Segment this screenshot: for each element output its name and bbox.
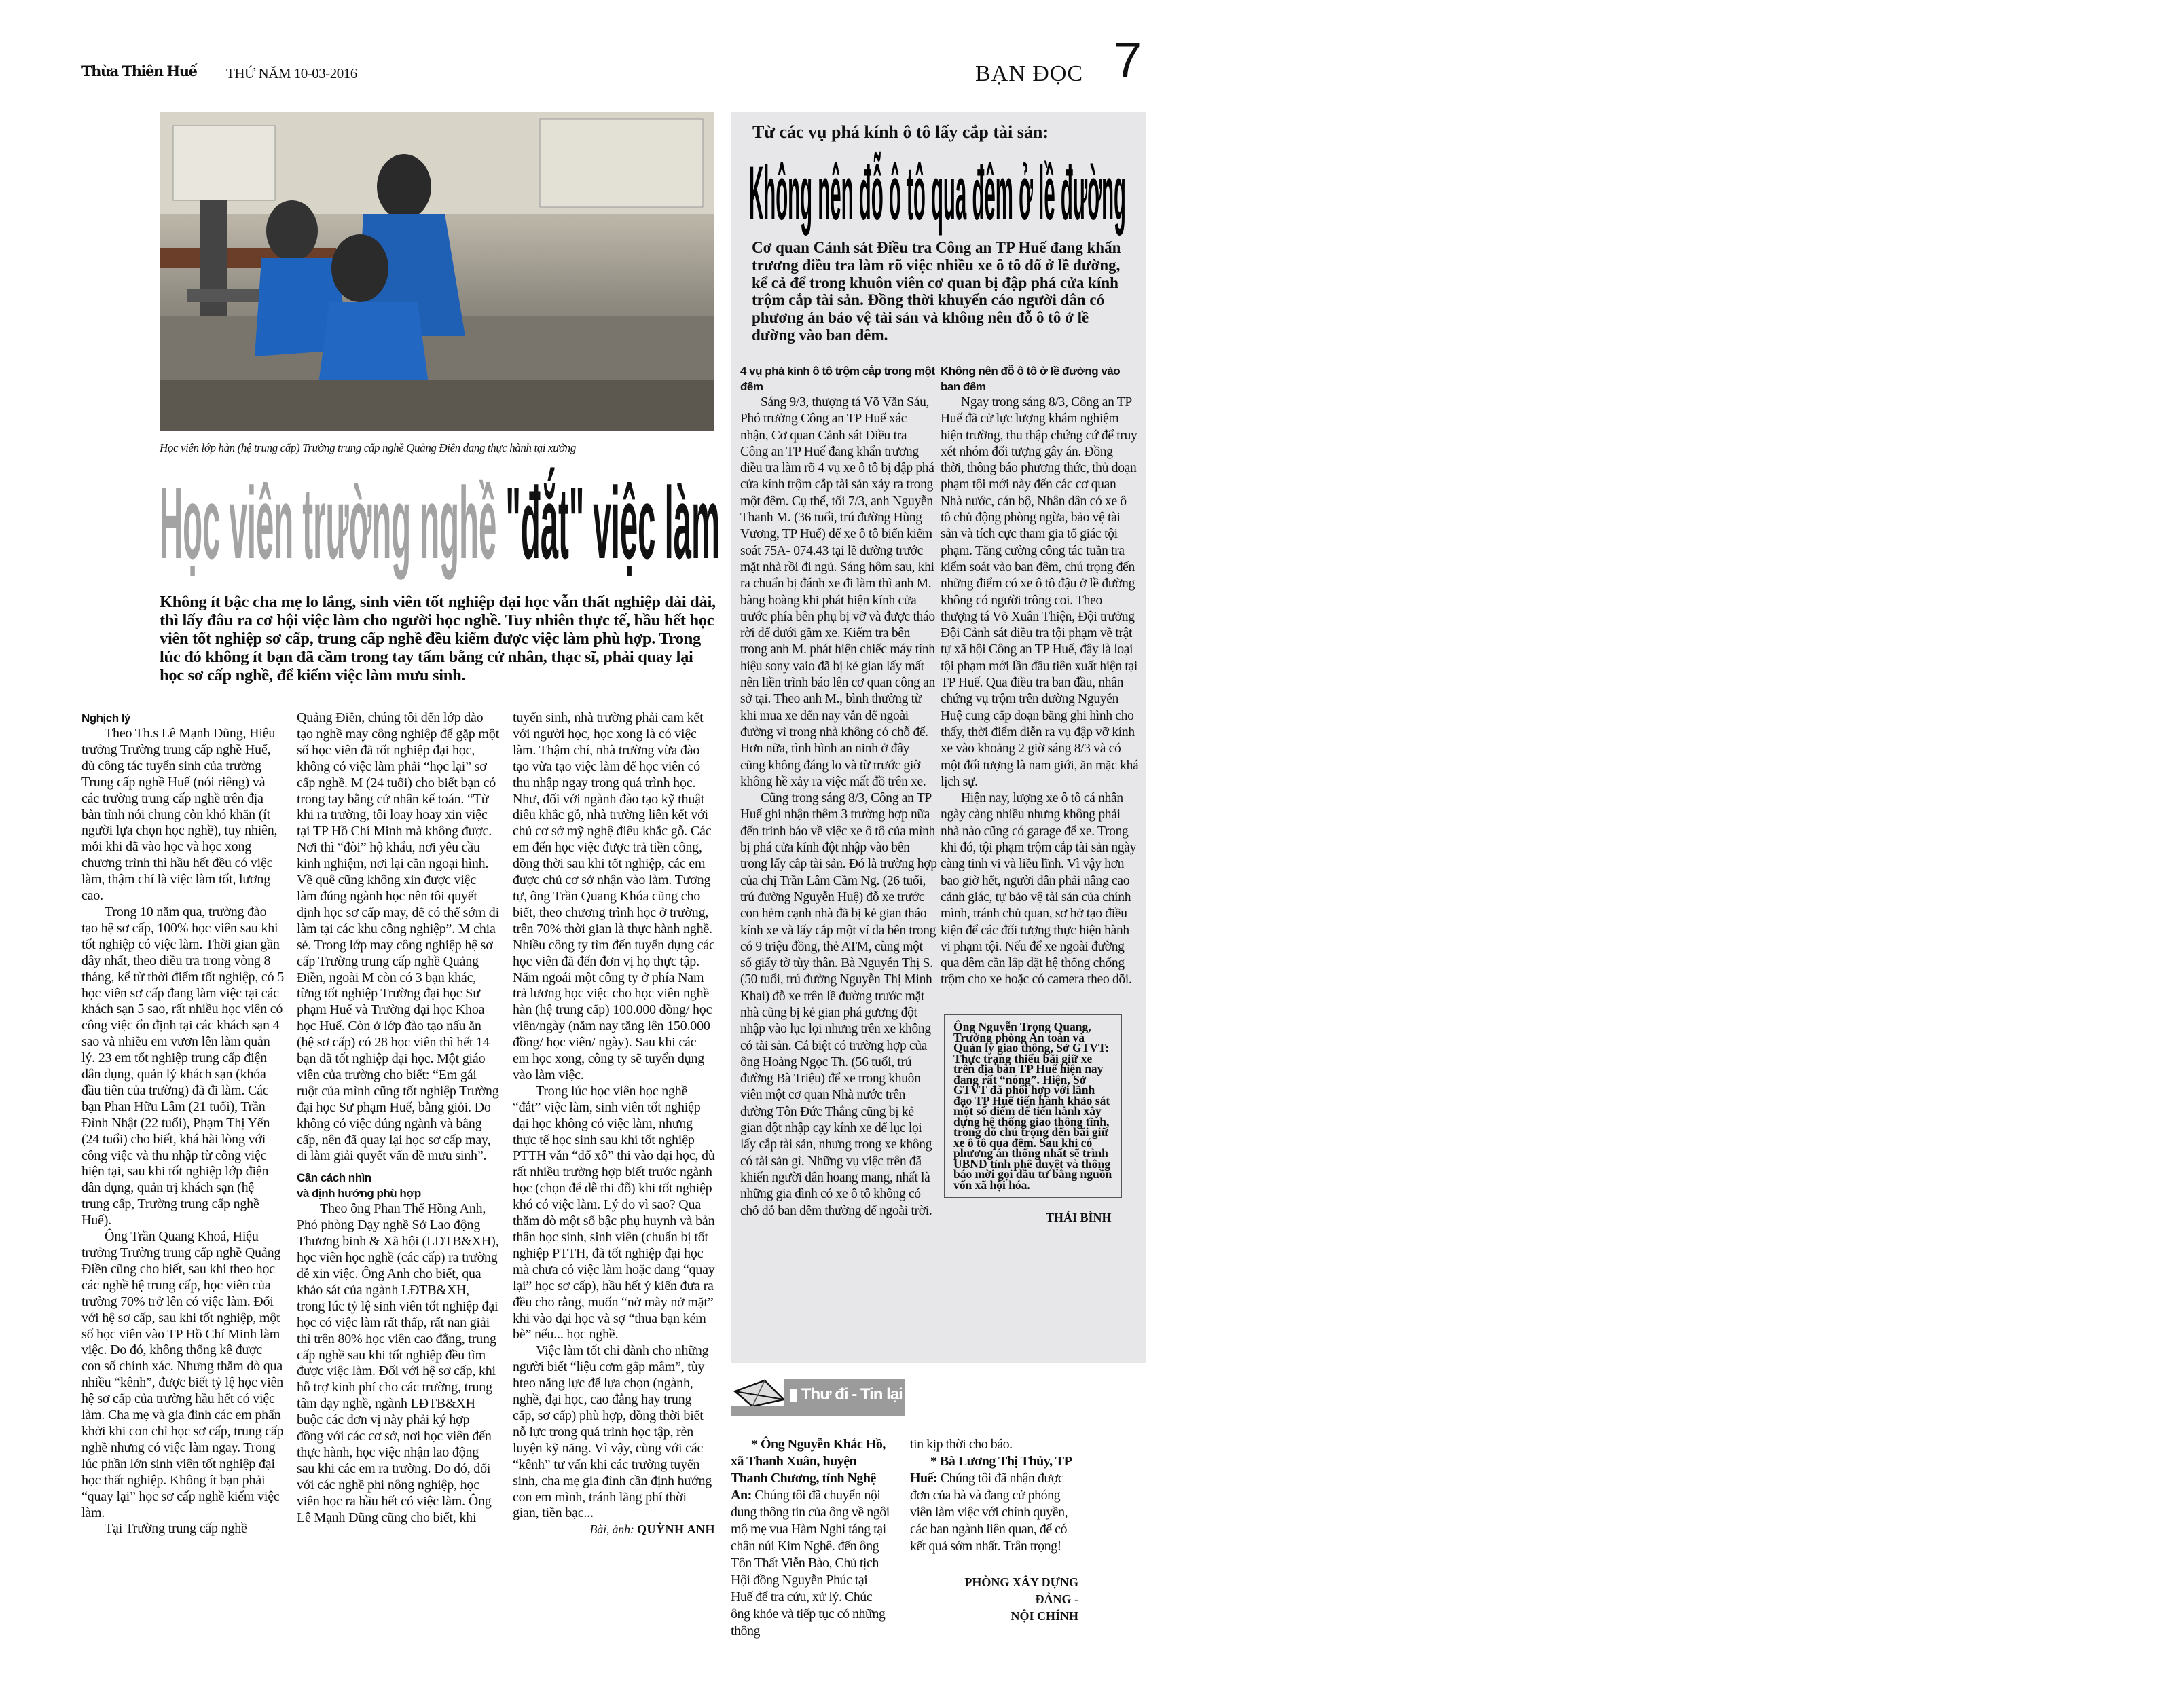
- signature-line: NỘI CHÍNH: [1011, 1609, 1078, 1623]
- section-title: BẠN ĐỌC: [975, 61, 1084, 86]
- side-signature: THÁI BÌNH: [1046, 1211, 1112, 1224]
- welding-students-image: [160, 112, 714, 431]
- letters-banner: [731, 1379, 905, 1416]
- banner-title-text: Thư đi - Tin lại: [801, 1385, 903, 1404]
- main-headline: [160, 466, 721, 580]
- paragraph: Tại Trường trung cấp nghề: [105, 1521, 247, 1537]
- letter-recipient: * Bà Lương Thị Thủy, TP Huế:: [910, 1454, 1072, 1486]
- paragraph: Việc làm tốt chỉ dành cho những người biết “liệu cơm gắp mắm”, tùy hteo năng lực để lựa chọn (ngành, nghề, đại học, cao đẳng hay trung cấp, sơ cấp) phù hợp, đồng thời biết nỗ lực trong quá trình học tập, rèn luyện kỹ năng. Vì vậy, cùng với các “kênh” tư vấn khi các trường tuyển sinh, cha mẹ gia đình cần định hướng con em mình, tránh lãng phí thời gian, tiền bạc...: [513, 1343, 712, 1521]
- paragraph: Ông Trần Quang Khoá, Hiệu trưởng Trường trung cấp nghề Quảng Điền cũng cho biết, sau khi theo học các nghề hệ trung cấp, học viên của trường 70% trở lên có việc làm. Đối với hệ sơ cấp, sau khi tốt nghiệp, một số học viên vào TP Hồ Chí Minh làm việc. Do đó, không thống kê được con số chính xác. Nhưng thăm dò qua nhiều “kênh”, được biết tỷ lệ học viên hệ sơ cấp của trường hầu hết có việc làm. Cha mẹ và gia đình các em phấn khởi khi con chỉ học sơ cấp, trung cấp nghề nhưng có việc làm ngay. Trong lúc phần lớn sinh viên tốt nghiệp đại học thất nghiệp. Không ít bạn phải “quay lại” học sơ cấp nghề kiếm việc làm.: [81, 1229, 284, 1520]
- paragraph: Trong lúc học viên học nghề “đắt” việc làm, sinh viên tốt nghiệp đại học không có việc làm, nhưng thực tế học sinh sau khi tốt nghiệp PTTH vẫn “đổ xô” thi vào đại học, dù rất nhiều trường hợp biết trước ngành học (chọn để dễ thi đỗ) khi tốt nghiệp khó có việc làm. Lý do vì sao? Qua thăm dò một số bậc phụ huynh và bản thân học sinh, sinh viên (chuẩn bị tốt nghiệp PTTH, đã tốt nghiệp đại học mà chưa có việc làm hoặc đang “quay lại” học sơ cấp), hầu hết ý kiến đưa ra đều cho rằng, muốn “nở mày nở mặt” khi vào đại học và sợ “thua bạn kém bè” nếu... học nghề.: [513, 1083, 715, 1342]
- photo-caption: Học viên lớp hàn (hệ trung cấp) Trường trung cấp nghề Quảng Điền đang thực hành tại xưởng: [160, 441, 576, 454]
- letters-column-1: [731, 1436, 891, 1639]
- signature-line: PHÒNG XÂY DỰNG ĐẢNG -: [964, 1575, 1078, 1606]
- subhead-line: Cần cách nhìn: [297, 1171, 371, 1185]
- letter-recipient: * Ông Nguyễn Khắc Hồ, xã Thanh Xuân, huyện Thanh Chương, tỉnh Nghệ An:: [731, 1437, 886, 1503]
- side-lead: Cơ quan Cảnh sát Điều tra Công an TP Huế đang khẩn trương điều tra làm rõ việc nhiều xe ô tô đổ ở lề đường, kể cả để trong khuôn viên cơ quan bị đập phá cửa kính trộm cắp tài sản. Đồng thời khuyến cáo người dân có phương án bảo vệ tài sản và không nên đỗ ô tô ở lề đường vào ban đêm.: [752, 239, 1121, 344]
- subhead-can-cach-nhin: [297, 1170, 499, 1201]
- page-number: 7: [1114, 32, 1142, 88]
- headline-part-black: "đắt" việc làm: [505, 466, 721, 580]
- letter-text: Chúng tôi đã nhận được đơn của bà và đang cử phóng viên làm việc với chính quyền, các ban ngành liên quan, để có kết quả sớm nhất. Trân trọng!: [910, 1471, 1068, 1554]
- paragraph: Cũng trong sáng 8/3, Công an TP Huế ghi nhận thêm 3 trường hợp nữa đến trình báo về việc xe ô tô của mình bị phá cửa kính đột nhập vào bên trong lấy cắp tài sản. Đó là trường hợp của chị Trần Lâm Cầm Ng. (26 tuổi, trú đường Nguyễn Huệ) đỗ xe trước con hẻm cạnh nhà đã bị kẻ gian tháo kính xe và lấy cắp một ví da bên trong có 9 triệu đồng, thẻ ATM, cùng một số giấy tờ tùy thân. Bà Nguyễn Thị S. (50 tuổi, trú đường Nguyễn Thị Minh Khai) đỗ xe trên lề đường trước mặt nhà cũng bị kẻ gian phá gương đột nhập vào lục lọi nhưng trên xe không có tài sản. Cá biệt có trường hợp của ông Hoàng Ngọc Th. (56 tuổi, trú đường Bà Triệu) để xe trong khuôn viên một cơ quan Nhà nước trên đường Tôn Đức Thắng cũng bị kẻ gian đột nhập cạy kính xe để lục lọi lấy cắp tài sản, nhưng trong xe không có tài sản gì. Những vụ việc trên đã khiến người dân hoang mang, nhất là những gia đình có xe ô tô không có chỗ đỗ ban đêm thường để ngoài trời.: [740, 791, 937, 1218]
- side-headline-text: Không nên đỗ ô tô qua đêm ở lề đường: [749, 151, 1127, 236]
- paragraph: tuyển sinh, nhà trường phải cam kết với người học, học xong là có việc làm. Thậm chí, nhà trường vừa đào tạo vừa tạo việc làm để học viên có thu nhập ngay trong quá trình học. Như, đối với ngành đào tạo kỹ thuật điêu khắc gỗ, nhà trường liên kết với chủ cơ sở mỹ nghệ điêu khắc gỗ. Các em đến học việc được trả tiền công, đồng thời sau khi tốt nghiệp, các em được chủ cơ sở nhận vào làm. Tương tự, ông Trần Quang Khóa cũng cho biết, theo chương trình học ở trường, trên 70% thời gian là thực hành nghề. Nhiều công ty tìm đến tuyển dụng các học viên đã đến đơn vị họ thực tập. Năm ngoái một công ty ở phía Nam trả lương học việc cho học viên nghề hàn (hệ trung cấp) 100.000 đồng/ học viên/ngày (năm nay tăng lên 150.000 đồng/ học viên/ ngày). Sau khi các em học xong, công ty sẽ tuyển dụng vào làm việc.: [513, 710, 715, 1082]
- side-kicker: Từ các vụ phá kính ô tô lấy cắp tài sản:: [752, 122, 1049, 142]
- paragraph: Theo Th.s Lê Mạnh Dũng, Hiệu trưởng Trường trung cấp nghề Huế, dù công tác tuyển sinh của trường Trung cấp nghề Huế (nói riêng) và các trường trung cấp nghề trên địa bàn tỉnh nói chung còn khó khăn (ít người lựa chọn học nghề), tuy nhiên, mỗi khi đã vào học và học xong chương trình thì hầu hết đều có việc làm, thậm chí là việc làm tốt, lương cao.: [81, 726, 278, 904]
- paragraph: Trong 10 năm qua, trường đào tạo hệ sơ cấp, 100% học viên sau khi tốt nghiệp có việc làm. Thời gian gần đây nhất, theo điều tra trong vòng 8 tháng, kể từ thời điểm tốt nghiệp, có 5 học viên sơ cấp đang làm việc tại các khách sạn 5 sao, rất nhiều học viên có công việc ổn định tại các khách sạn 4 sao và nhiều em vươn lên làm quản lý. 23 em tốt nghiệp trung cấp điện dân dụng, quản lý khách sạn (khóa đầu tiên của trường) đã đi làm. Các bạn Phan Hữu Lâm (21 tuổi), Trần Đình Nhật (22 tuổi), Phạm Thị Yến (24 tuổi) cho biết, khá hài lòng với công việc và thu nhập từ công việc hiện tại, sau khi tốt nghiệp lớp điện dân dụng, quản trị khách sạn (hệ trung cấp, Trường trung cấp nghề Huế).: [81, 904, 285, 1228]
- letter-continued: tin kịp thời cho báo.: [910, 1437, 1013, 1452]
- byline-author: QUỲNH ANH: [636, 1522, 715, 1537]
- main-column-3: [513, 710, 715, 1620]
- main-column-1: [81, 710, 284, 1613]
- headline-part-grey: Học viên trường nghề: [160, 466, 497, 580]
- envelope-icon: [732, 1379, 786, 1408]
- banner-strip: [731, 1406, 905, 1416]
- expert-quote-box: Ông Nguyễn Trọng Quang, Trưởng phòng An toàn và Quản lý giao thông, Sở GTVT: Thực trạng thiếu bãi giữ xe trên địa bàn TP Huế hiện nay đang rất “nóng”. Hiện, Sở GTVT đã phối hợp với lãnh đạo TP Huế tiến hành khảo sát một số điểm để tiến hành xây dựng hệ thống giao thông tĩnh, trong đó chú trọng đến bãi giữ xe ô tô qua đêm. Sau khi có phương án thống nhất sẽ trình UBND tỉnh phê duyệt và thông báo mời gọi đầu tư bằng nguồn vốn xã hội hóa.: [944, 1014, 1122, 1198]
- side-column-2: [941, 363, 1139, 1008]
- byline-label: Bài, ảnh:: [589, 1522, 634, 1537]
- paragraph: Ngay trong sáng 8/3, Công an TP Huế đã cử lực lượng khám nghiệm hiện trường, thu thập chứng cứ để truy xét nhóm đối tượng gây án. Đồng thời, thông báo phương thức, thủ đoạn phạm tội mới này đến các cơ quan Nhà nước, cán bộ, Nhân dân có xe ô tô chủ động phòng ngừa, bảo vệ tài sản và tích cực tham gia tố giác tội phạm. Tăng cường công tác tuần tra kiểm soát vào ban đêm, chú trọng đến những điểm có xe ô tô đậu ở lề đường không có người trông coi. Theo thượng tá Võ Xuân Thiện, Đội trưởng Đội Cảnh sát điều tra tội phạm về trật tự xã hội Công an TP Huế, đây là loại tội phạm mới lần đầu tiên xuất hiện tại TP Huế. Qua điều tra ban đầu, nhân chứng vụ trộm trên đường Nguyễn Huệ cung cấp đoạn băng ghi hình cho thấy, thời điểm diễn ra vụ đập vỡ kính xe vào khoảng 2 giờ sáng 8/3 và có một đối tượng là nam giới, ăn mặc khá lịch sự.: [941, 395, 1139, 789]
- issue-date: THỨ NĂM 10-03-2016: [226, 65, 357, 81]
- side-headline: [749, 153, 1126, 234]
- subhead-line: và định hướng phù hợp: [297, 1187, 421, 1201]
- letters-column-2: [910, 1436, 1080, 1555]
- paragraph: Sáng 9/3, thượng tá Võ Văn Sáu, Phó trưởng Công an TP Huế xác nhận, Cơ quan Cảnh sát Điều tra Công an TP Huế đang khẩn trương điều tra làm rõ 4 vụ xe ô tô bị đập phá cửa kính trộm cắp tài sản xảy ra trong một đêm. Cụ thể, tối 7/3, anh Nguyễn Thanh M. (36 tuổi, trú đường Hùng Vương, TP Huế) để xe ô tô biển kiểm soát 75A- 074.43 tại lề đường trước mặt nhà rồi đi ngủ. Sáng hôm sau, khi ra chuẩn bị đánh xe đi làm thì anh M. bàng hoàng khi phát hiện kính cửa trước phía bên phụ bị vỡ và được tháo rời để dưới gầm xe. Kiểm tra bên trong anh M. phát hiện chiếc máy tính hiệu sony vaio đã bị kẻ gian lấy mất nên liền trình báo lên cơ quan công an sở tại. Theo anh M., bình thường từ khi mua xe đến nay vẫn để ngoài đường vì trong nhà không có chỗ để. Hơn nữa, tình hình an ninh ở đây cũng không đáng lo và từ trước giờ không hề xảy ra việc mất đồ trên xe.: [740, 395, 935, 789]
- paragraph: Quảng Điền, chúng tôi đến lớp đào tạo nghề may công nghiệp để gặp một số học viên đã tốt nghiệp đại học, không có việc làm phải “học lại” sơ cấp nghề. M (24 tuổi) cho biết bạn có trong tay bằng cử nhân kế toán. “Từ khi ra trường, tôi loay hoay xin việc tại TP Hồ Chí Minh mà không được. Nơi thì “đòi” hộ khẩu, nơi yêu cầu kinh nghiệm, nơi lại cần ngoại hình. Về quê cũng không xin được việc làm đúng ngành học nên tôi quyết định học sơ cấp may, để có thể sớm đi làm tại các khu công nghiệp”. M chia sẻ. Trong lớp may công nghiệp hệ sơ cấp Trường trung cấp nghề Quảng Điền, ngoài M còn có 3 bạn khác, từng tốt nghiệp Trường đại học Sư phạm Huế và Trường đại học Khoa học Huế. Còn ở lớp đào tạo nấu ăn (hệ sơ cấp) có 28 học viên thì hết 14 bạn đã tốt nghiệp đại học. Một giáo viên của trường cho biết: “Em gái ruột của mình cũng tốt nghiệp Trường đại học Sư phạm Huế, bằng giỏi. Do không có việc đúng ngành và bằng cấp, nên đã quay lại học sơ cấp may, đi làm giải quyết vấn đề mưu sinh”.: [297, 710, 499, 1164]
- paragraph: Hiện nay, lượng xe ô tô cá nhân ngày càng nhiều nhưng không phải nhà nào cũng có garage để xe. Trong khi đó, tội phạm trộm cắp tài sản ngày càng tinh vi và liều lĩnh. Vì vậy hơn bao giờ hết, người dân phải nâng cao cảnh giác, tự bảo vệ tài sản của chính mình, tránh chủ quan, sơ hở tạo điều kiện để các đối tượng thực hiện hành vi phạm tội. Nếu để xe ngoài đường qua đêm cần lắp đặt hệ thống chống trộm cho xe hoặc có camera theo dõi.: [941, 791, 1137, 987]
- letters-signature: [937, 1574, 1078, 1625]
- main-column-2: [297, 710, 499, 1613]
- side-column-1: [740, 363, 937, 1361]
- article-photo-welding-class: [160, 112, 714, 431]
- letter-text: Chúng tôi đã chuyển nội dung thông tin của ông về ngôi mộ mẹ vua Hàm Nghi táng tại chân núi Kim Nghê. đến ông Tôn Thất Viễn Bào, Chủ tịch Hội đồng Nguyễn Phúc tại Huế để tra cứu, xử lý. Chúc ông khỏe và tiếp tục có những thông: [731, 1488, 890, 1639]
- letter-reply: [731, 1436, 891, 1640]
- subhead-4-vu: 4 vụ phá kính ô tô trộm cắp trong một đêm: [740, 365, 935, 393]
- byline: [513, 1522, 715, 1538]
- main-lead: Không ít bậc cha mẹ lo lắng, sinh viên tốt nghiệp đại học vẫn thất nghiệp dài dài, thì lấy đâu ra cơ hội việc làm cho người học nghề. Tuy nhiên thực tế, hầu hết học viên tốt nghiệp sơ cấp, trung cấp nghề đều kiếm được việc làm phù hợp. Trong lúc đó không ít bạn đã cầm trong tay tấm bằng cử nhân, thạc sĩ, phải quay lại học sơ cấp nghề, để kiếm việc làm mưu sinh.: [160, 593, 716, 684]
- letter-reply: [910, 1453, 1080, 1555]
- subhead-khong-nen-do: Không nên đỗ ô tô ở lề đường vào ban đêm: [941, 365, 1121, 393]
- banner-title: ▮ Thư đi - Tin lại: [789, 1385, 903, 1404]
- newspaper-name: Thừa Thiên Huế: [81, 62, 197, 79]
- paragraph: Theo ông Phan Thế Hồng Anh, Phó phòng Dạy nghề Sở Lao động Thương binh & Xã hội (LĐTB&XH), học viên học nghề (các cấp) ra trường dễ xin việc. Ông Anh cho biết, qua khảo sát của ngành LĐTB&XH, trong lúc tỷ lệ sinh viên tốt nghiệp đại học có việc làm rất thấp, rất nan giải thì trên 80% học viên cao đẳng, trung cấp nghề sau khi tốt nghiệp đều tìm được việc làm. Đối với hệ sơ cấp, khi hỗ trợ kinh phí cho các trường, trung tâm dạy nghề, ngành LĐTB&XH buộc các đơn vị này phải ký hợp đồng với các cơ sở, nơi học viên đến thực hành, học việc nhận lao động sau khi các em ra trường. Do đó, đối với các nghề phi nông nghiệp, học viên học ra hầu hết có việc làm. Ông Lê Mạnh Dũng cũng cho biết, khi: [297, 1201, 499, 1525]
- subhead-nghich-ly: Nghịch lý: [81, 712, 131, 725]
